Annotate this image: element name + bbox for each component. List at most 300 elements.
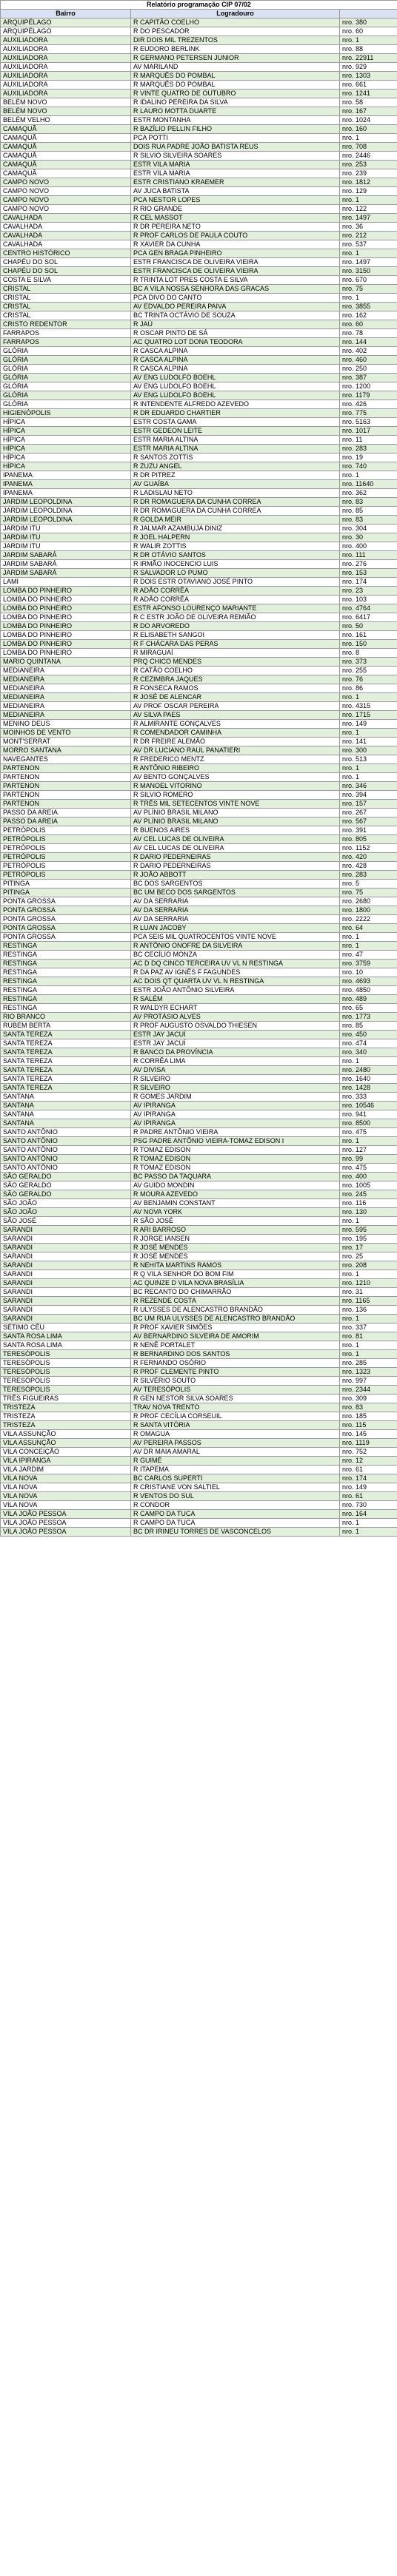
cell-bairro: CAMPO NOVO: [1, 196, 131, 205]
cell-bairro: PETRÓPOLIS: [1, 853, 131, 862]
cell-bairro: CHAPÉU DO SOL: [1, 258, 131, 267]
cell-bairro: AUXILIADORA: [1, 81, 131, 90]
cell-logradouro: AV IPIRANGA: [131, 1110, 340, 1119]
cell-logradouro: BC CECÍLIO MONZA: [131, 951, 340, 960]
cell-numero: nro. 50: [340, 622, 397, 631]
table-row: [1, 826, 397, 835]
cell-logradouro: R SILVÉRIO SOUTO: [131, 1377, 340, 1386]
cell-bairro: SÃO JOÃO: [1, 1199, 131, 1208]
cell-logradouro: R JOÃO ABBOTT: [131, 871, 340, 880]
cell-bairro: SARANDI: [1, 1244, 131, 1252]
cell-bairro: CAVALHADA: [1, 232, 131, 240]
cell-logradouro: AV PLÍNIO BRASIL MILANO: [131, 809, 340, 817]
cell-logradouro: R PROF XAVIER SIMÕES: [131, 1324, 340, 1332]
table-row: [1, 853, 397, 862]
table-row: [1, 1244, 397, 1252]
cell-bairro: SÃO GERALDO: [1, 1173, 131, 1181]
cell-bairro: SANTO ANTÔNIO: [1, 1137, 131, 1146]
cell-logradouro: R GERMANO PETERSEN JUNIOR: [131, 54, 340, 63]
cell-logradouro: R IRMÃO INOCENCIO LUIS: [131, 560, 340, 569]
cell-numero: nro. 373: [340, 658, 397, 667]
cell-logradouro: R DR FREIRE ALEMÃO: [131, 738, 340, 746]
cell-bairro: LOMBA DO PINHEIRO: [1, 613, 131, 622]
cell-logradouro: AV NOVA YORK: [131, 1208, 340, 1217]
cell-numero: nro. 997: [340, 1377, 397, 1386]
table-row: [1, 1208, 397, 1217]
cell-bairro: JARDIM LEOPOLDINA: [1, 507, 131, 516]
table-row: [1, 18, 397, 27]
cell-bairro: SANTO ANTÔNIO: [1, 1146, 131, 1155]
cell-logradouro: AC DOIS QT QUARTA UV VL N RESTINGA: [131, 977, 340, 986]
cell-bairro: SANTO ANTÔNIO: [1, 1128, 131, 1137]
cell-bairro: PONTA GROSSA: [1, 924, 131, 933]
cell-numero: nro. 25: [340, 1252, 397, 1261]
cell-bairro: SÃO GERALDO: [1, 1190, 131, 1199]
cell-bairro: ARQUIPÉLAGO: [1, 27, 131, 36]
cell-logradouro: R NENÊ PORTALET: [131, 1341, 340, 1350]
cell-numero: nro. 136: [340, 1306, 397, 1315]
table-row: [1, 960, 397, 968]
cell-logradouro: ESTR FRANCISCA DE OLIVEIRA VIEIRA: [131, 258, 340, 267]
table-row: [1, 942, 397, 951]
cell-bairro: RESTINGA: [1, 968, 131, 977]
cell-logradouro: R REZENDE COSTA: [131, 1297, 340, 1306]
table-row: [1, 1252, 397, 1261]
cell-bairro: MEDIANEIRA: [1, 675, 131, 684]
cell-numero: nro. 174: [340, 1474, 397, 1483]
cell-bairro: VILA ASSUNÇÃO: [1, 1439, 131, 1448]
table-row: [1, 1022, 397, 1031]
cell-logradouro: ESTR JAY JACUÍ: [131, 1039, 340, 1048]
cell-numero: nro. 400: [340, 1173, 397, 1181]
cell-logradouro: R Q VILA SENHOR DO BOM FIM: [131, 1270, 340, 1279]
cell-numero: nro. 5163: [340, 418, 397, 427]
cell-numero: nro. 1: [340, 1341, 397, 1350]
cell-logradouro: R PROF AUGUSTO OSVALDO THIESEN: [131, 1022, 340, 1031]
table-row: [1, 152, 397, 161]
cell-bairro: RIO BRANCO: [1, 1013, 131, 1022]
cell-bairro: CAVALHADA: [1, 214, 131, 223]
cell-numero: nro. 61: [340, 1492, 397, 1501]
cell-numero: nro. 537: [340, 240, 397, 249]
cell-logradouro: R CEL MASSOT: [131, 214, 340, 223]
cell-logradouro: PRQ CHICO MENDES: [131, 658, 340, 667]
cell-numero: nro. 740: [340, 462, 397, 471]
cell-logradouro: R SILVIO ROMERO: [131, 791, 340, 800]
cell-logradouro: PCA SEIS MIL QUATROCENTOS VINTE NOVE: [131, 933, 340, 942]
cell-bairro: GLÓRIA: [1, 374, 131, 382]
table-row: [1, 1261, 397, 1270]
cell-logradouro: R MANOEL VITORINO: [131, 782, 340, 791]
cell-logradouro: R DR ROMAGUERA DA CUNHA CORREA: [131, 507, 340, 516]
cell-logradouro: R WALDYR ECHART: [131, 1004, 340, 1013]
cell-bairro: SANTA TEREZA: [1, 1031, 131, 1039]
cell-logradouro: AV SILVA PAES: [131, 711, 340, 720]
cell-numero: nro. 661: [340, 81, 397, 90]
cell-bairro: LOMBA DO PINHEIRO: [1, 587, 131, 596]
cell-numero: nro. 10: [340, 968, 397, 977]
cell-bairro: VILA NOVA: [1, 1501, 131, 1510]
table-row: [1, 1075, 397, 1084]
cell-logradouro: ESTR COSTA GAMA: [131, 418, 340, 427]
cell-numero: nro. 1: [340, 729, 397, 738]
cell-logradouro: R JOSÉ MENDES: [131, 1252, 340, 1261]
cell-numero: nro. 10546: [340, 1102, 397, 1110]
table-row: [1, 382, 397, 391]
cell-logradouro: R JOEL HALPERN: [131, 533, 340, 542]
table-row: [1, 1128, 397, 1137]
cell-logradouro: R JORGE IANSEN: [131, 1235, 340, 1244]
cell-numero: nro. 362: [340, 489, 397, 498]
cell-bairro: LOMBA DO PINHEIRO: [1, 649, 131, 658]
cell-numero: nro. 276: [340, 560, 397, 569]
cell-numero: nro. 394: [340, 791, 397, 800]
table-row: [1, 169, 397, 178]
table-row: [1, 1004, 397, 1013]
cell-numero: nro. 255: [340, 667, 397, 675]
cell-bairro: SANTANA: [1, 1119, 131, 1128]
cell-numero: nro. 76: [340, 675, 397, 684]
cell-logradouro: R BUENOS AIRES: [131, 826, 340, 835]
table-row: [1, 587, 397, 596]
table-row: [1, 1164, 397, 1173]
table-row: [1, 533, 397, 542]
cell-logradouro: PSG PADRE ANTÔNIO VIEIRA-TOMAZ EDISON I: [131, 1137, 340, 1146]
cell-logradouro: AV CEL LUCAS DE OLIVEIRA: [131, 844, 340, 853]
cell-logradouro: PCA GEN BRAGA PINHEIRO: [131, 249, 340, 258]
cell-logradouro: R CATÃO COELHO: [131, 667, 340, 675]
cell-bairro: BELÉM VELHO: [1, 116, 131, 125]
cell-logradouro: R COMENDADOR CAMINHA: [131, 729, 340, 738]
cell-bairro: RESTINGA: [1, 977, 131, 986]
cell-bairro: CHAPÉU DO SOL: [1, 267, 131, 276]
cell-logradouro: AV DA SERRARIA: [131, 906, 340, 915]
cell-numero: nro. 337: [340, 1324, 397, 1332]
table-row: [1, 1110, 397, 1119]
cell-numero: nro. 708: [340, 143, 397, 152]
cell-numero: nro. 1: [340, 1350, 397, 1359]
cell-bairro: CAMAQUÃ: [1, 169, 131, 178]
cell-numero: nro. 752: [340, 1448, 397, 1457]
cell-logradouro: PCA POTTI: [131, 134, 340, 143]
cell-bairro: AUXILIADORA: [1, 36, 131, 45]
cell-bairro: SANTANA: [1, 1102, 131, 1110]
table-row: [1, 36, 397, 45]
table-row: [1, 871, 397, 880]
cell-numero: nro. 1: [340, 1057, 397, 1066]
table-row: [1, 1519, 397, 1528]
cell-bairro: PASSO DA AREIA: [1, 817, 131, 826]
cell-bairro: PARTENON: [1, 764, 131, 773]
table-row: [1, 98, 397, 107]
cell-bairro: SANTA TEREZA: [1, 1048, 131, 1057]
table-row: [1, 409, 397, 418]
table-row: [1, 258, 397, 267]
cell-numero: nro. 75: [340, 285, 397, 294]
cell-numero: nro. 489: [340, 995, 397, 1004]
table-row: [1, 711, 397, 720]
cell-logradouro: R BERNARDINO DOS SANTOS: [131, 1350, 340, 1359]
table-row: [1, 835, 397, 844]
cell-logradouro: R TOMAZ EDISON: [131, 1164, 340, 1173]
cell-logradouro: R SALÉM: [131, 995, 340, 1004]
cell-logradouro: BC UM RUA ULYSSES DE ALENCASTRO BRANDÃO: [131, 1315, 340, 1324]
table-row: [1, 693, 397, 702]
table-row: [1, 489, 397, 498]
cell-logradouro: AV BENTO GONÇALVES: [131, 773, 340, 782]
cell-numero: nro. 85: [340, 507, 397, 516]
cell-numero: nro. 19: [340, 454, 397, 462]
cell-numero: nro. 1715: [340, 711, 397, 720]
cell-numero: nro. 1: [340, 1519, 397, 1528]
cell-bairro: PETRÓPOLIS: [1, 862, 131, 871]
cell-numero: nro. 130: [340, 1208, 397, 1217]
table-row: [1, 551, 397, 560]
cell-numero: nro. 17: [340, 1244, 397, 1252]
cell-bairro: VILA IPIRANGA: [1, 1457, 131, 1466]
cell-bairro: MEDIANEIRA: [1, 684, 131, 693]
table-row: [1, 1439, 397, 1448]
cell-logradouro: R ARI BARROSO: [131, 1226, 340, 1235]
cell-logradouro: R TOMAZ EDISON: [131, 1155, 340, 1164]
cell-numero: nro. 149: [340, 720, 397, 729]
cell-numero: nro. 83: [340, 1403, 397, 1412]
cell-bairro: SANTA ROSA LIMA: [1, 1332, 131, 1341]
cell-bairro: IPANEMA: [1, 471, 131, 480]
cell-logradouro: R PROF CARLOS DE PAULA COUTO: [131, 232, 340, 240]
cell-logradouro: R MARQUÊS DO POMBAL: [131, 81, 340, 90]
cell-bairro: MEDIANEIRA: [1, 667, 131, 675]
cell-numero: nro. 1: [340, 134, 397, 143]
cell-numero: nro. 212: [340, 232, 397, 240]
table-row: [1, 338, 397, 347]
cell-logradouro: R FONSECA RAMOS: [131, 684, 340, 693]
cell-logradouro: PCA NESTOR LOPES: [131, 196, 340, 205]
cell-numero: nro. 78: [340, 329, 397, 338]
cell-numero: nro. 1024: [340, 116, 397, 125]
cell-bairro: CAMPO NOVO: [1, 205, 131, 214]
cell-numero: nro. 1: [340, 249, 397, 258]
cell-logradouro: R VENTOS DO SUL: [131, 1492, 340, 1501]
table-row: [1, 525, 397, 533]
cell-logradouro: R IDALINO PEREIRA DA SILVA: [131, 98, 340, 107]
table-row: [1, 604, 397, 613]
table-row: [1, 542, 397, 551]
cell-logradouro: R OSCAR PINTO DE SÁ: [131, 329, 340, 338]
table-row: [1, 374, 397, 382]
table-row: [1, 143, 397, 152]
cell-numero: nro. 475: [340, 1164, 397, 1173]
cell-logradouro: AV DR LUCIANO RAUL PANATIERI: [131, 746, 340, 755]
cell-numero: nro. 285: [340, 1359, 397, 1368]
cell-numero: nro. 162: [340, 311, 397, 320]
cell-logradouro: R SILVEIRO: [131, 1084, 340, 1093]
table-row: [1, 1155, 397, 1164]
cell-bairro: TERESÓPOLIS: [1, 1377, 131, 1386]
cell-logradouro: R FREDERICO MENTZ: [131, 755, 340, 764]
cell-bairro: SARANDI: [1, 1315, 131, 1324]
cell-logradouro: R FERNANDO OSÓRIO: [131, 1359, 340, 1368]
cell-bairro: RESTINGA: [1, 995, 131, 1004]
cell-numero: nro. 1200: [340, 382, 397, 391]
cell-numero: nro. 99: [340, 1155, 397, 1164]
cell-numero: nro. 2480: [340, 1066, 397, 1075]
cell-bairro: MONT'SERRAT: [1, 738, 131, 746]
cell-logradouro: R DO PESCADOR: [131, 27, 340, 36]
cell-bairro: GLÓRIA: [1, 365, 131, 374]
cell-numero: nro. 475: [340, 1128, 397, 1137]
cell-logradouro: R INTENDENTE ALFREDO AZEVEDO: [131, 400, 340, 409]
table-row: [1, 436, 397, 445]
table-row: [1, 1217, 397, 1226]
cell-logradouro: R OMAGUA: [131, 1430, 340, 1439]
cell-bairro: PONTA GROSSA: [1, 933, 131, 942]
cell-logradouro: R ADÃO CORRÊA: [131, 587, 340, 596]
table-row: [1, 640, 397, 649]
table-row: [1, 1288, 397, 1297]
cell-numero: nro. 460: [340, 356, 397, 365]
table-row: [1, 1430, 397, 1439]
cell-logradouro: ESTR MONTANHA: [131, 116, 340, 125]
header-numero: [340, 10, 397, 18]
table-row: [1, 729, 397, 738]
cell-bairro: BELÉM NOVO: [1, 107, 131, 116]
cell-bairro: PETRÓPOLIS: [1, 826, 131, 835]
cell-bairro: COSTA E SILVA: [1, 276, 131, 285]
cell-bairro: JARDIM ITU: [1, 525, 131, 533]
cell-numero: nro. 3150: [340, 267, 397, 276]
table-row: [1, 1137, 397, 1146]
table-row: [1, 906, 397, 915]
cell-bairro: TERESÓPOLIS: [1, 1359, 131, 1368]
cell-numero: nro. 346: [340, 782, 397, 791]
table-row: [1, 116, 397, 125]
cell-numero: nro. 4850: [340, 986, 397, 995]
table-row: [1, 196, 397, 205]
cell-numero: nro. 1497: [340, 258, 397, 267]
cell-logradouro: R LUAN JACOBY: [131, 924, 340, 933]
cell-numero: nro. 4693: [340, 977, 397, 986]
cell-logradouro: AV CEL LUCAS DE OLIVEIRA: [131, 835, 340, 844]
cell-bairro: PITINGA: [1, 889, 131, 897]
cell-bairro: MENINO DEUS: [1, 720, 131, 729]
cell-bairro: SARANDI: [1, 1226, 131, 1235]
table-row: [1, 1013, 397, 1022]
cell-numero: nro. 1497: [340, 214, 397, 223]
cell-logradouro: R DR OTÁVIO SANTOS: [131, 551, 340, 560]
cell-bairro: SÃO JOÃO: [1, 1208, 131, 1217]
cell-numero: nro. 60: [340, 320, 397, 329]
cell-numero: nro. 4764: [340, 604, 397, 613]
cell-numero: nro. 1179: [340, 391, 397, 400]
cell-numero: nro. 245: [340, 1190, 397, 1199]
cell-bairro: PONTA GROSSA: [1, 915, 131, 924]
table-row: [1, 1181, 397, 1190]
cell-logradouro: R CRISTIANE VON SALTIEL: [131, 1483, 340, 1492]
cell-numero: nro. 1: [340, 1217, 397, 1226]
cell-numero: nro. 380: [340, 18, 397, 27]
cell-bairro: AUXILIADORA: [1, 54, 131, 63]
cell-bairro: IPANEMA: [1, 489, 131, 498]
table-row: [1, 63, 397, 72]
cell-numero: nro. 1303: [340, 72, 397, 81]
cell-bairro: LOMBA DO PINHEIRO: [1, 622, 131, 631]
table-row: [1, 1528, 397, 1537]
table-row: [1, 1279, 397, 1288]
cell-logradouro: AV PROTÁSIO ALVES: [131, 1013, 340, 1022]
cell-numero: nro. 23: [340, 587, 397, 596]
table-row: [1, 1226, 397, 1235]
table-row: [1, 1324, 397, 1332]
cell-numero: nro. 1210: [340, 1279, 397, 1288]
table-row: [1, 445, 397, 454]
table-row: [1, 125, 397, 134]
cell-numero: nro. 153: [340, 569, 397, 578]
cell-numero: nro. 149: [340, 1483, 397, 1492]
cell-logradouro: R DO ARVOREDO: [131, 622, 340, 631]
cell-bairro: MEDIANEIRA: [1, 693, 131, 702]
cell-logradouro: R CAPITÃO COELHO: [131, 18, 340, 27]
table-row: [1, 365, 397, 374]
cell-bairro: HÍPICA: [1, 427, 131, 436]
cell-logradouro: R EUDORO BERLINK: [131, 45, 340, 54]
table-row: [1, 746, 397, 755]
cell-logradouro: R DR ROMAGUERA DA CUNHA CORREA: [131, 498, 340, 507]
table-row: [1, 915, 397, 924]
cell-bairro: CAMAQUÃ: [1, 152, 131, 161]
cell-logradouro: ESTR FRANCISCA DE OLIVEIRA VIEIRA: [131, 267, 340, 276]
cell-logradouro: ESTR VILA MARIA: [131, 169, 340, 178]
cell-logradouro: R GOLDA MEIR: [131, 516, 340, 525]
cell-logradouro: R NEHITA MARTINS RAMOS: [131, 1261, 340, 1270]
cell-bairro: LOMBA DO PINHEIRO: [1, 640, 131, 649]
table-row: [1, 1297, 397, 1306]
cell-logradouro: PCA DIVO DO CANTO: [131, 294, 340, 303]
cell-bairro: CRISTO REDENTOR: [1, 320, 131, 329]
cell-bairro: PARTENON: [1, 782, 131, 791]
cell-logradouro: AV DIVISA: [131, 1066, 340, 1075]
cell-numero: nro. 1: [340, 933, 397, 942]
cell-numero: nro. 145: [340, 1430, 397, 1439]
cell-numero: nro. 11: [340, 436, 397, 445]
cell-numero: nro. 85: [340, 1022, 397, 1031]
cell-bairro: FARRAPOS: [1, 329, 131, 338]
cell-numero: nro. 730: [340, 1501, 397, 1510]
cell-numero: nro. 283: [340, 871, 397, 880]
cell-numero: nro. 81: [340, 1332, 397, 1341]
table-row: [1, 658, 397, 667]
cell-numero: nro. 1: [340, 942, 397, 951]
table-row: [1, 720, 397, 729]
table-row: [1, 45, 397, 54]
table-row: [1, 54, 397, 63]
cell-bairro: PARTENON: [1, 791, 131, 800]
cell-logradouro: R SILVIO SILVEIRA SOARES: [131, 152, 340, 161]
cell-bairro: MARIO QUINTANA: [1, 658, 131, 667]
cell-bairro: PETRÓPOLIS: [1, 871, 131, 880]
cell-logradouro: ESTR CRISTIANO KRAEMER: [131, 178, 340, 187]
table-row: [1, 995, 397, 1004]
cell-bairro: CAMPO NOVO: [1, 187, 131, 196]
table-row: [1, 72, 397, 81]
cell-numero: nro. 1: [340, 36, 397, 45]
cell-numero: nro. 1640: [340, 1075, 397, 1084]
cell-numero: nro. 195: [340, 1235, 397, 1244]
cell-logradouro: R CONDOR: [131, 1501, 340, 1510]
cell-logradouro: R CASCA ALPINA: [131, 356, 340, 365]
cell-numero: nro. 12: [340, 1457, 397, 1466]
cell-numero: nro. 127: [340, 1146, 397, 1155]
